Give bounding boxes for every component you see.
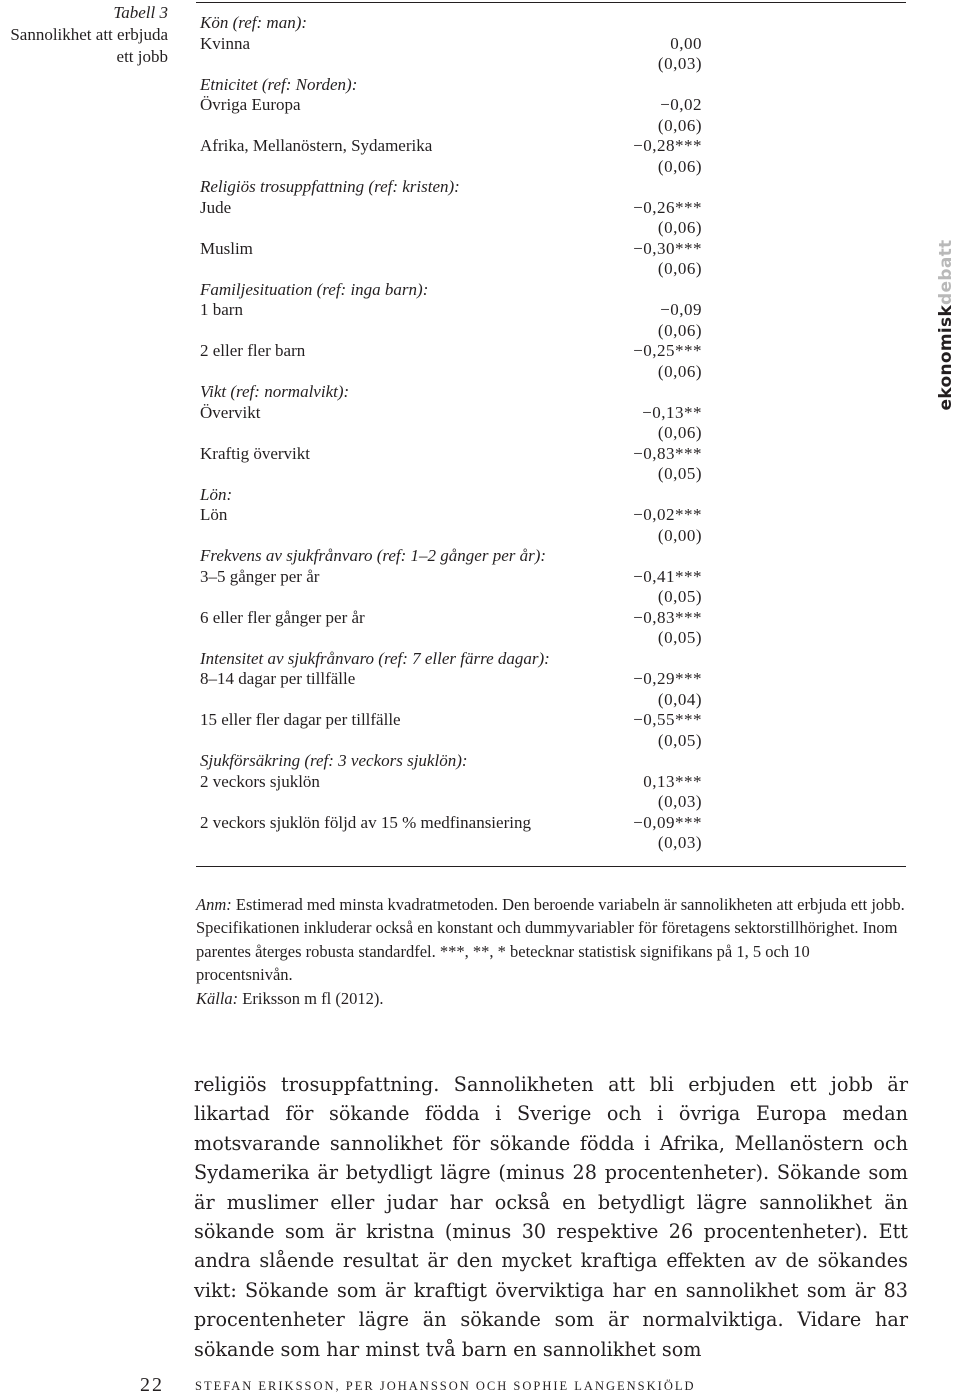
table-row [200,403,720,424]
table-row [200,464,720,485]
table-row [200,690,720,711]
row-value: −0,83*** [633,607,702,627]
table-group-header [200,177,720,198]
table-row [200,300,720,321]
table-bottom-rule [196,866,906,867]
table-top-rule [196,2,906,3]
table-row [200,34,720,55]
table-row [200,628,720,649]
row-value: (0,06) [657,259,702,278]
row-value: (0,06) [657,218,702,237]
table-group-header [200,382,720,403]
row-value: (0,06) [657,423,702,442]
row-label: 3–5 gånger per år [200,566,320,586]
row-label: 8–14 dagar per tillfälle [200,669,356,688]
table-row [200,792,720,813]
row-label: 1 barn [200,300,243,319]
regression-table [200,13,720,854]
row-value: −0,09*** [633,812,702,832]
table-row [200,198,720,219]
row-value: −0,09 [660,300,702,319]
row-value: −0,30*** [633,238,702,258]
row-value: (0,05) [657,730,702,750]
table-row [200,321,720,342]
journal-brand [936,240,956,410]
table-caption-title: Tabell 3 [113,3,168,22]
row-label: 2 veckors sjuklön [200,771,320,791]
table-group-header [200,75,720,96]
table-row [200,157,720,178]
row-value: −0,25*** [633,341,702,360]
row-value: 0,13*** [643,771,702,791]
group-label: Familjesituation (ref: inga barn): [200,279,429,299]
row-value: −0,13** [642,402,702,422]
table-row [200,833,720,854]
group-label: Etnicitet (ref: Norden): [200,74,358,94]
table-row [200,362,720,383]
table-group-header [200,546,720,567]
row-value: (0,03) [657,54,702,73]
row-value: −0,41*** [633,566,702,586]
row-value: (0,04) [657,689,702,709]
row-value: −0,29*** [633,669,702,688]
row-value: (0,06) [657,115,702,135]
notes-anm-text: Estimerad med minsta kvadratmetoden. Den beroende variabeln är sannolikheten att erbjuda ett jobb. Specifikationen inkluderar också en konstant och dummyvariabler för företagens sektorstillhörighet. Inom parentes återges robusta standardfel. ***, **, * betecknar statistisk signifikans på 1, 5 och 10 procentsnivån. [196,895,905,985]
row-label: 2 veckors sjuklön följd av 15 % medfinansiering [200,812,531,832]
row-label: Jude [200,197,232,217]
row-value: −0,55*** [633,710,702,729]
row-value: 0,00 [670,33,702,53]
table-group-header [200,649,720,670]
row-label: Afrika, Mellanöstern, Sydamerika [200,136,433,155]
page-number: 22 [140,1374,164,1396]
row-label: Muslim [200,238,253,258]
journal-brand-logo [936,240,956,411]
notes-anm [196,893,908,987]
brand-part-1: ekonomisk [936,304,956,411]
table-caption-text: Sannolikhet att erbjuda ett jobb [10,25,168,66]
brand-part-2: debatt [936,239,956,305]
row-label: 15 eller fler dagar per tillfälle [200,710,401,729]
page-footer [0,1374,960,1394]
row-value: −0,02*** [633,505,702,524]
table-group-header [200,280,720,301]
table-caption [0,2,168,68]
row-value: (0,00) [657,525,702,545]
table-row [200,54,720,75]
table-row [200,608,720,629]
table-notes [196,893,908,1010]
notes-source-text: Eriksson m fl (2012). [238,988,384,1008]
body-paragraph-text: religiös trosuppfattning. Sannolikheten att bli erbjuden ett jobb är likartad för sökande födda i Sverige och i övriga Europa medan motsvarande sannolikhet för sökande födda i Afrika, Mellanöstern och Sydamerika är betydligt lägre (minus 28 procentenheter). Sökande som är muslimer eller judar har också en betydligt lägre sannolikhet än sökande som är kristna (minus 30 respektive 26 procentenheter). Ett andra slående resultat är den mycket kraftiga effekten av de sökandes vikt: Sökande som är kraftigt överviktiga har en sannolikhet som är 83 procentenheter lägre än sökande som är normalviktiga. Vidare har sökande som har minst två barn en sannolikhet som [194,1073,908,1361]
row-value: (0,03) [657,792,702,811]
group-label: Sjukförsäkring (ref: 3 veckors sjuklön): [200,751,468,770]
notes-anm-label: Anm: [196,895,232,914]
group-label: Lön: [200,484,233,504]
group-label: Religiös trosuppfattning (ref: kristen): [200,177,460,196]
table-row [200,772,720,793]
row-label: 6 eller fler gånger per år [200,607,365,627]
row-value: (0,05) [657,464,702,483]
table-row [200,526,720,547]
row-label: 2 eller fler barn [200,341,306,360]
group-label: Vikt (ref: normalvikt): [200,382,350,401]
row-label: Övervikt [200,402,261,422]
row-value: (0,03) [657,833,702,852]
table-row [200,444,720,465]
group-label: Frekvens av sjukfrånvaro (ref: 1–2 gånger per år): [200,546,547,565]
table-row [200,116,720,137]
table-row [200,218,720,239]
table-row [200,669,720,690]
body-paragraph [194,1070,908,1364]
row-value: −0,83*** [633,443,702,463]
table-row [200,505,720,526]
table-row [200,567,720,588]
row-label: Lön [200,505,228,524]
row-value: −0,26*** [633,197,702,217]
notes-source-label: Källa: [196,988,239,1008]
group-label: Kön (ref: man): [200,13,308,32]
row-value: (0,06) [657,320,702,340]
table-row [200,423,720,444]
table-row [200,95,720,116]
group-label: Intensitet av sjukfrånvaro (ref: 7 eller färre dagar): [200,648,550,668]
row-value: (0,05) [657,628,702,647]
table-group-header [200,485,720,506]
row-value: −0,02 [660,95,702,114]
table-row [200,239,720,260]
row-label: Övriga Europa [200,95,301,114]
row-label: Kvinna [200,33,251,53]
table-group-header [200,13,720,34]
row-value: −0,28*** [633,136,702,155]
row-label: Kraftig övervikt [200,443,310,463]
row-value: (0,06) [657,361,702,381]
table-row [200,731,720,752]
table-row [200,136,720,157]
table-row [200,341,720,362]
row-value: (0,06) [657,156,702,176]
table-group-header [200,751,720,772]
row-value: (0,05) [657,587,702,606]
table-row [200,813,720,834]
table-row [200,259,720,280]
footer-authors: STEFAN ERIKSSON, PER JOHANSSON OCH SOPHIE LANGENSKIÖLD [195,1379,696,1393]
table-row [200,587,720,608]
table-row [200,710,720,731]
notes-source [196,987,908,1010]
